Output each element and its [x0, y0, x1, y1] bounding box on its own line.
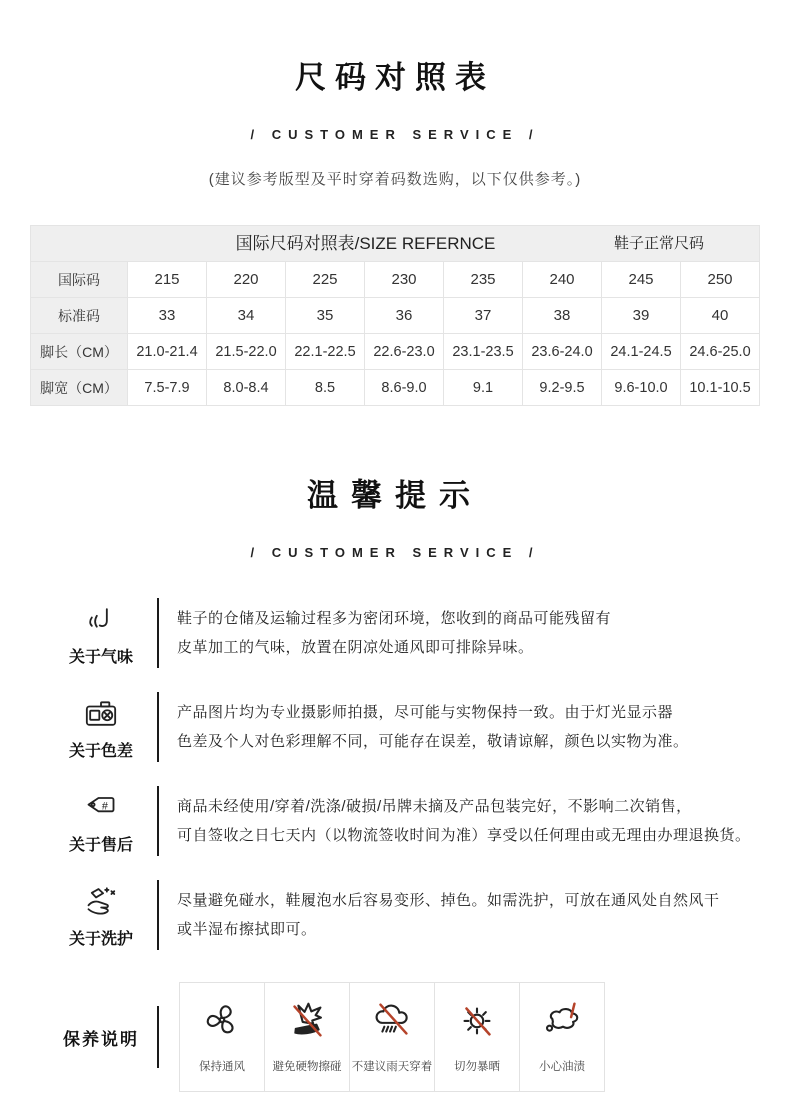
- table-row-foot-length: [31, 334, 760, 370]
- row-label: 标准码: [31, 298, 128, 334]
- smell-icon: [79, 600, 123, 640]
- table-cell: 9.1: [444, 370, 523, 406]
- tip-text-line: 尽量避免碰水，鞋履泡水后容易变形、掉色。如需洗护，可放在通风处自然风干: [177, 892, 720, 909]
- size-table: [30, 225, 760, 406]
- avoid-hard-objects-icon: [284, 983, 330, 1048]
- table-cell: 235: [444, 262, 523, 298]
- tip-color-text: [157, 692, 770, 762]
- table-cell: 22.6-23.0: [365, 334, 444, 370]
- table-cell: 8.5: [286, 370, 365, 406]
- table-cell: 33: [128, 298, 207, 334]
- table-cell: 37: [444, 298, 523, 334]
- table-cell: 23.1-23.5: [444, 334, 523, 370]
- table-cell: 8.6-9.0: [365, 370, 444, 406]
- size-table-header-right: 鞋子正常尺码: [613, 235, 704, 252]
- table-cell: 35: [286, 298, 365, 334]
- table-cell: 24.1-24.5: [602, 334, 681, 370]
- table-row-standard-size: [31, 298, 760, 334]
- care-item-no-sun: [434, 982, 520, 1092]
- table-cell: 225: [286, 262, 365, 298]
- tip-text-line: 商品未经使用/穿着/洗涤/破损/吊牌未摘及产品包装完好，不影响二次销售，: [177, 798, 692, 815]
- tip-text-line: 色差及个人对色彩理解不同，可能存在误差，敬请谅解，颜色以实物为准。: [177, 733, 689, 750]
- tip-after-sales-left: [45, 786, 157, 856]
- handwash-icon: [79, 882, 123, 922]
- size-table-header-row: [31, 226, 760, 262]
- table-cell: 215: [128, 262, 207, 298]
- care-item-no-rain: [349, 982, 435, 1092]
- care-divider: [157, 1006, 159, 1068]
- tip-label: 关于售后: [68, 837, 133, 854]
- svg-text:#: #: [101, 800, 108, 813]
- tips-subtitle: / CUSTOMER SERVICE /: [250, 545, 540, 560]
- table-cell: 23.6-24.0: [523, 334, 602, 370]
- size-chart-title: 尺码对照表: [295, 60, 495, 95]
- table-cell: 9.2-9.5: [523, 370, 602, 406]
- care-item-label: 不建议雨天穿着: [351, 1061, 433, 1073]
- camera-icon: [79, 694, 123, 734]
- table-cell: 10.1-10.5: [681, 370, 760, 406]
- table-cell: 220: [207, 262, 286, 298]
- table-cell: 38: [523, 298, 602, 334]
- care-instructions: [45, 982, 770, 1092]
- tip-after-sales-text: [157, 786, 770, 856]
- size-table-container: [30, 225, 760, 406]
- table-cell: 7.5-7.9: [128, 370, 207, 406]
- tip-odor-left: [45, 598, 157, 668]
- tip-washing-care: [45, 880, 770, 950]
- table-cell: 36: [365, 298, 444, 334]
- tip-text-line: 可自签收之日七天内（以物流签收时间为准）享受以任何理由或无理由办理退换货。: [177, 827, 751, 844]
- table-cell: 34: [207, 298, 286, 334]
- tip-washing-text: [157, 880, 770, 950]
- size-chart-note: (建议参考版型及平时穿着码数选购，以下仅供参考。): [208, 171, 582, 188]
- table-cell: 21.5-22.0: [207, 334, 286, 370]
- tip-text-line: 或半湿布擦拭即可。: [177, 921, 317, 938]
- tag-icon: [79, 788, 123, 828]
- care-item-ventilation: [179, 982, 265, 1092]
- tip-odor-text: [157, 598, 770, 668]
- table-cell: 245: [602, 262, 681, 298]
- tip-color-difference: [45, 692, 770, 762]
- row-label: 脚宽（CM）: [31, 370, 128, 406]
- table-cell: 40: [681, 298, 760, 334]
- size-table-header-main: 国际尺码对照表/SIZE REFERNCE: [235, 234, 496, 253]
- row-label: 国际码: [31, 262, 128, 298]
- tip-label: 关于色差: [68, 743, 133, 760]
- tips-title: 温馨提示: [307, 478, 483, 513]
- table-cell: 250: [681, 262, 760, 298]
- care-item-label: 切勿暴晒: [454, 1061, 500, 1073]
- table-cell: 9.6-10.0: [602, 370, 681, 406]
- table-cell: 24.6-25.0: [681, 334, 760, 370]
- size-table-header-cell: [31, 226, 760, 262]
- table-cell: 39: [602, 298, 681, 334]
- care-item-oil-stain: [519, 982, 605, 1092]
- table-row-foot-width: [31, 370, 760, 406]
- tip-color-left: [45, 692, 157, 762]
- care-item-avoid-hard-objects: [264, 982, 350, 1092]
- beware-oil-stain-icon: [539, 983, 585, 1048]
- tip-text-line: 皮革加工的气味，放置在阴凉处通风即可排除异味。: [177, 639, 534, 656]
- tip-text-line: 产品图片均为专业摄影师拍摄，尽可能与实物保持一致。由于灯光显示器: [177, 704, 674, 721]
- care-item-label: 小心油渍: [539, 1061, 585, 1073]
- row-label: 脚长（CM）: [31, 334, 128, 370]
- table-cell: 240: [523, 262, 602, 298]
- tip-text-line: 鞋子的仓储及运输过程多为密闭环境，您收到的商品可能残留有: [177, 610, 612, 627]
- care-boxes: [179, 982, 605, 1092]
- table-cell: 21.0-21.4: [128, 334, 207, 370]
- tip-washing-left: [45, 880, 157, 950]
- table-cell: 8.0-8.4: [207, 370, 286, 406]
- care-item-label: 保持通风: [199, 1061, 245, 1073]
- tip-odor: [45, 598, 770, 668]
- table-cell: 230: [365, 262, 444, 298]
- keep-ventilated-icon: [199, 983, 245, 1048]
- tips-list: [45, 598, 770, 950]
- no-rain-wear-icon: [369, 983, 415, 1048]
- table-row-international-size: [31, 262, 760, 298]
- care-label: 保养说明: [63, 1029, 139, 1049]
- care-item-label: 避免硬物擦碰: [272, 1061, 342, 1073]
- tip-label: 关于气味: [68, 649, 133, 666]
- tip-label: 关于洗护: [68, 931, 133, 948]
- table-cell: 22.1-22.5: [286, 334, 365, 370]
- tip-after-sales: [45, 786, 770, 856]
- no-sun-exposure-icon: [454, 983, 500, 1048]
- size-chart-subtitle: / CUSTOMER SERVICE /: [250, 127, 540, 142]
